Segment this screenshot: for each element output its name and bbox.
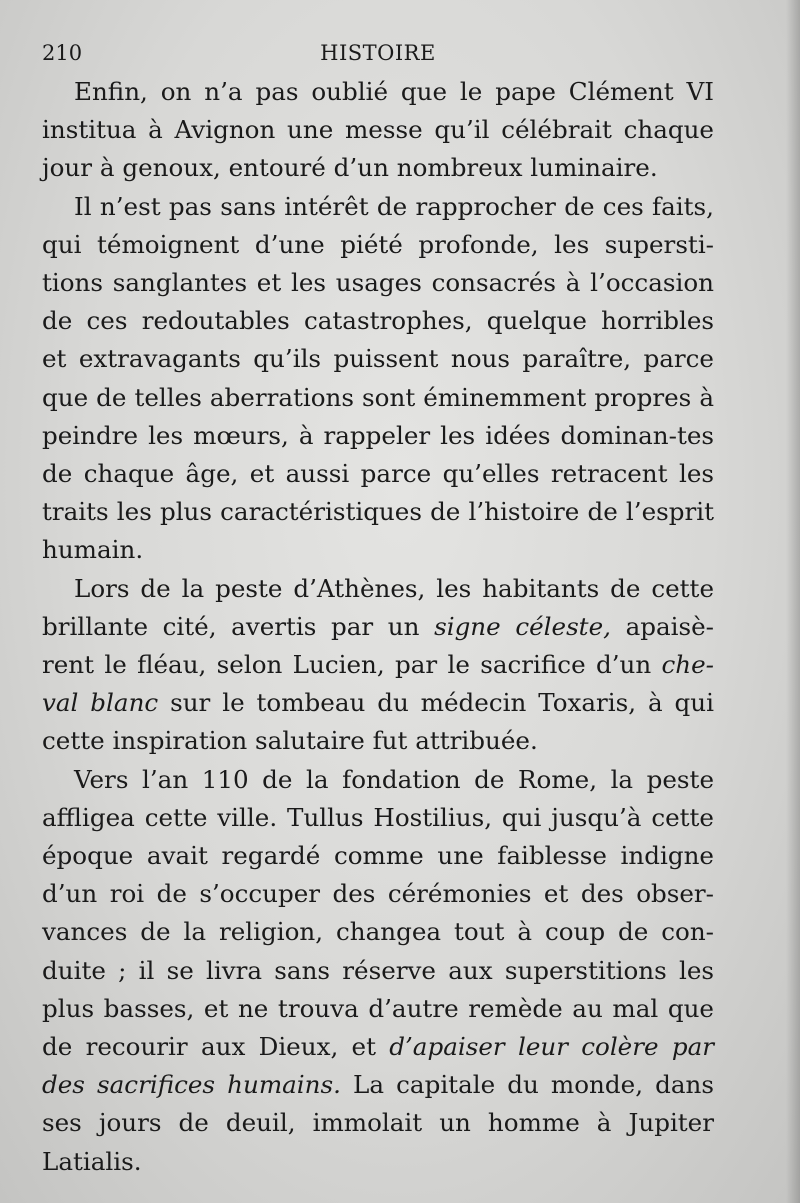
text-run: Il n’est pas sans intérêt de rapprocher de ces faits, qui témoignent d’une piété profonde, les supersti-tions sanglantes et les usages consacrés à l’occasion de ces redoutables catastrophes, quelque horribles et extravagants qu’ils puissent nous paraître, parce que de telles aberrations sont éminemment propres à peindre les mœurs, à rappeler les idées dominan-tes de chaque âge, et aussi parce qu’elles retracent les traits les plus caractéristiques de l’histoire de l’esprit humain. [42, 191, 714, 565]
page-edge-shadow [786, 0, 800, 1203]
text-run: sur le tombeau du médecin Toxaris, à qui cette inspiration salutaire fut attribuée. [42, 688, 715, 756]
text-run: apaisè-rent le fléau, selon Lucien, par le sacrifice d’un [42, 611, 714, 680]
paragraph [42, 188, 714, 570]
paragraph [42, 73, 714, 188]
page-number: 210 [42, 41, 83, 65]
text-run: La capitale du monde, dans ses jours de deuil, immolait un homme à Jupiter Latialis. [42, 1070, 714, 1176]
paragraph [42, 761, 714, 1181]
text-run: Vers l’an 110 de la fondation de Rome, la peste affligea cette ville. Tullus Hostilius, qui jusqu’à cette époque avait regardé comme une faiblesse indigne d’un roi de s’occuper des cérémonies et des obser-vances de la religion, changea tout à coup de con-duite ; il se livra sans réserve aux superstitions les plus basses, et ne trouva d’autre remède au mal que de recourir aux Dieux, et [42, 764, 714, 1062]
paragraph [42, 570, 714, 761]
italic-text-run: che-val blanc [42, 650, 714, 718]
running-title: HISTOIRE [320, 41, 436, 65]
italic-text-run: d’apaiser leur colère par des sacrifices humains. [42, 1032, 714, 1100]
body-text [42, 73, 714, 1181]
italic-text-run: signe céleste, [434, 611, 611, 641]
text-run: Enfin, on n’a pas oublié que le pape Clément VI institua à Avignon une messe qu’il célébrait chaque jour à genoux, entouré d’un nombreux luminaire. [42, 77, 714, 183]
page-header [42, 38, 714, 68]
text-run: Lors de la peste d’Athènes, les habitants de cette brillante cité, avertis par un [42, 573, 714, 641]
